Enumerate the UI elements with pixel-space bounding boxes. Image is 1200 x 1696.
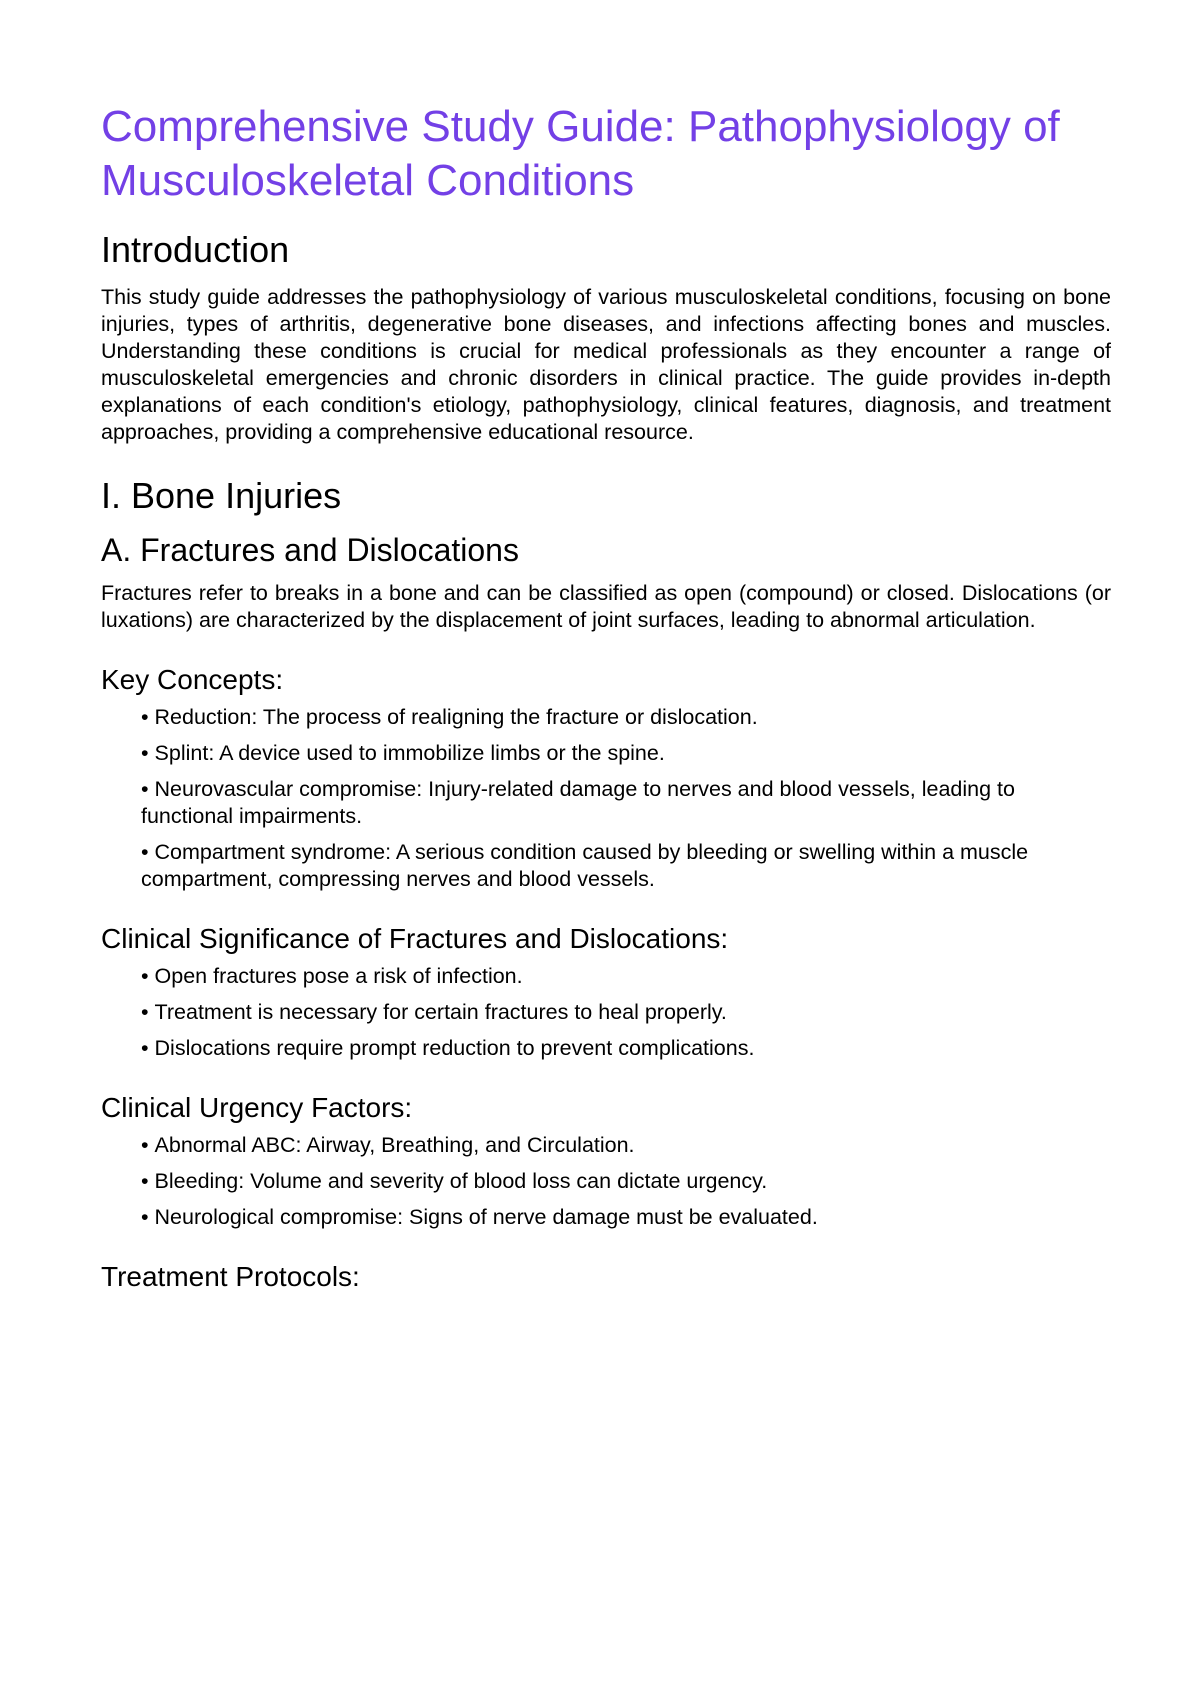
bullet-icon: • — [141, 964, 149, 988]
list-item — [141, 1132, 1111, 1159]
clinical-significance-list — [101, 963, 1111, 1062]
list-item — [141, 839, 1111, 893]
list-item — [141, 740, 1111, 767]
list-item-text: Dislocations require prompt reduction to prevent complications. — [154, 1036, 755, 1060]
key-concepts-list — [101, 704, 1111, 893]
bullet-icon: • — [141, 705, 149, 729]
document-title: Comprehensive Study Guide: Pathophysiology of Musculoskeletal Conditions — [101, 102, 1060, 205]
clinical-urgency-heading: Clinical Urgency Factors: — [101, 1092, 413, 1123]
list-item — [141, 1035, 1111, 1062]
bullet-icon: • — [141, 1133, 149, 1157]
document-page — [101, 100, 1111, 1301]
key-concepts-heading: Key Concepts: — [101, 664, 284, 695]
bullet-icon: • — [141, 1000, 149, 1024]
list-item-text: Open fractures pose a risk of infection. — [154, 964, 523, 988]
list-item — [141, 963, 1111, 990]
list-item — [141, 999, 1111, 1026]
list-item-text: Neurological compromise: Signs of nerve damage must be evaluated. — [154, 1205, 818, 1229]
clinical-urgency-list — [101, 1132, 1111, 1231]
bullet-icon: • — [141, 1169, 149, 1193]
list-item-text: Neurovascular compromise: Injury-related damage to nerves and blood vessels, leading to functional impairments. — [141, 777, 1015, 828]
list-item — [141, 1168, 1111, 1195]
introduction-paragraph: This study guide addresses the pathophysiology of various musculoskeletal conditions, focusing on bone injuries, types of arthritis, degenerative bone diseases, and infections affecting bones and muscles. Understanding these conditions is crucial for medical professionals as they encounter a range of musculoskeletal emergencies and chronic disorders in clinical practice. The guide provides in-depth explanations of each condition's etiology, pathophysiology, clinical features, diagnosis, and treatment approaches, providing a comprehensive educational resource. — [101, 285, 1111, 444]
bullet-icon: • — [141, 777, 149, 801]
bullet-icon: • — [141, 1036, 149, 1060]
clinical-significance-heading: Clinical Significance of Fractures and Dislocations: — [101, 923, 729, 954]
bullet-icon: • — [141, 741, 149, 765]
list-item-text: Abnormal ABC: Airway, Breathing, and Circulation. — [154, 1133, 635, 1157]
list-item-text: Splint: A device used to immobilize limbs or the spine. — [154, 741, 665, 765]
fractures-dislocations-heading: A. Fractures and Dislocations — [101, 532, 519, 568]
list-item-text: Bleeding: Volume and severity of blood loss can dictate urgency. — [154, 1169, 768, 1193]
list-item-text: Treatment is necessary for certain fractures to heal properly. — [154, 1000, 727, 1024]
bullet-icon: • — [141, 1205, 149, 1229]
bone-injuries-heading: I. Bone Injuries — [101, 475, 342, 516]
list-item — [141, 1204, 1111, 1231]
introduction-heading: Introduction — [101, 229, 290, 270]
list-item-text: Compartment syndrome: A serious condition caused by bleeding or swelling within a muscle compartment, compressing nerves and blood vessels. — [141, 840, 1029, 891]
list-item — [141, 704, 1111, 731]
treatment-protocols-heading: Treatment Protocols: — [101, 1261, 360, 1292]
fractures-dislocations-paragraph: Fractures refer to breaks in a bone and can be classified as open (compound) or closed. Dislocations (or luxations) are characterized by the displacement of joint surfaces, leading to abnormal articulation. — [101, 581, 1111, 632]
list-item — [141, 776, 1111, 830]
list-item-text: Reduction: The process of realigning the fracture or dislocation. — [154, 705, 758, 729]
bullet-icon: • — [141, 840, 149, 864]
